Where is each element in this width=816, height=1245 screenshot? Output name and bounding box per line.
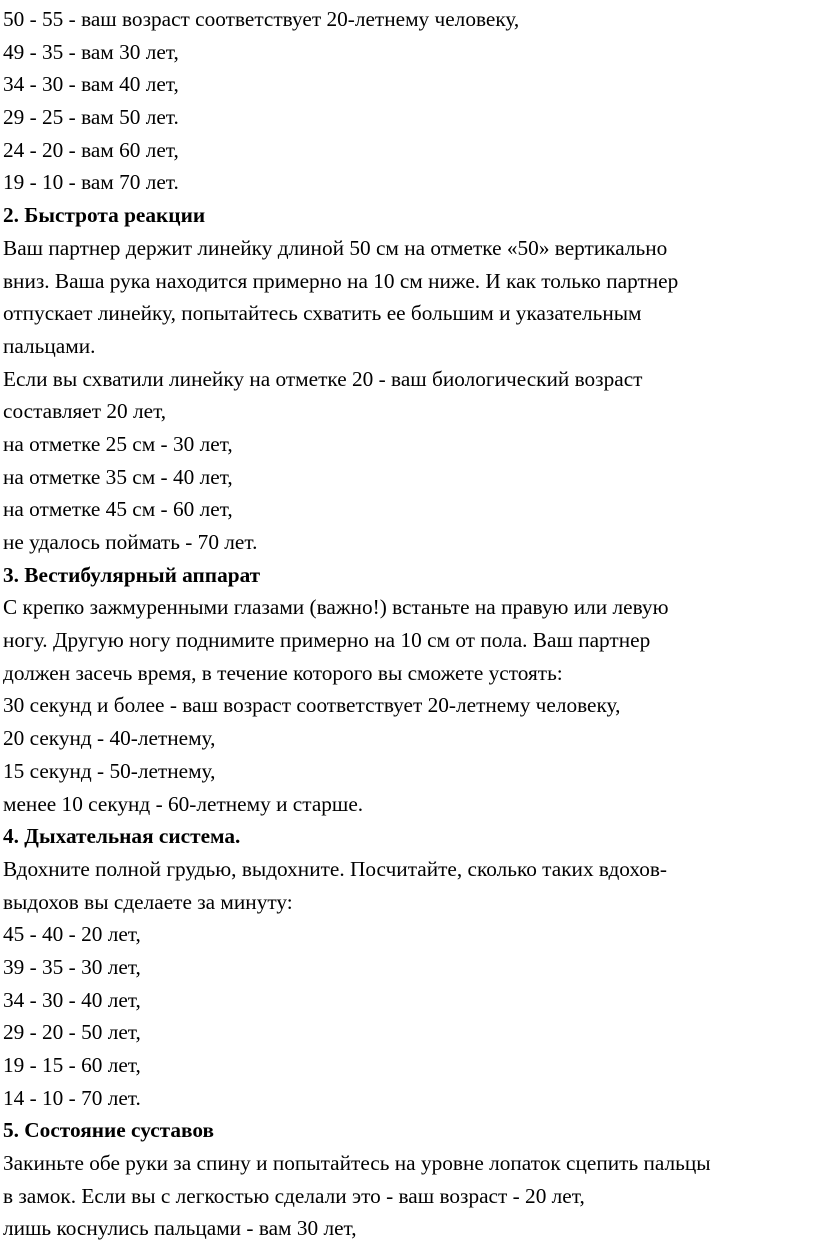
text-line: 34 - 30 - вам 40 лет, (3, 72, 179, 97)
text-line: 14 - 10 - 70 лет. (3, 1085, 141, 1110)
section-heading: 5. Состояние суставов (3, 1118, 215, 1143)
text-line: 24 - 20 - вам 60 лет, (3, 137, 179, 162)
text-line: 39 - 35 - 30 лет, (3, 954, 141, 979)
text-line: в замок. Если вы с легкостью сделали это - ваш возраст - 20 лет, (3, 1183, 585, 1208)
text-line: составляет 20 лет, (3, 399, 167, 424)
text-line: Если вы схватили линейку на отметке 20 - ваш биологический возраст (3, 366, 643, 391)
text-line: пальцами. (3, 333, 96, 358)
text-line: 49 - 35 - вам 30 лет, (3, 39, 179, 64)
text-line: должен засечь время, в течение которого вы сможете устоять: (3, 660, 563, 685)
text-line: выдохов вы сделаете за минуту: (3, 889, 293, 914)
text-line: не удалось поймать - 70 лет. (3, 530, 258, 554)
text-line: С крепко зажмуренными глазами (важно!) встаньте на правую или левую (3, 595, 669, 620)
text-line: 19 - 15 - 60 лет, (3, 1053, 141, 1077)
text-line: 15 секунд - 50-летнему, (3, 758, 216, 783)
text-line: вниз. Ваша рука находится примерно на 10 см ниже. И как только партнер (3, 268, 679, 293)
text-line: 50 - 55 - ваш возраст соответствует 20-летнему человеку, (3, 7, 520, 31)
text-line: 45 - 40 - 20 лет, (3, 922, 141, 947)
text-line: Закиньте обе руки за спину и попытайтесь на уровне лопаток сцепить пальцы (3, 1151, 711, 1176)
text-line: на отметке 25 см - 30 лет, (3, 431, 233, 456)
section-heading: 4. Дыхательная система. (3, 824, 241, 849)
text-line: 20 секунд - 40-летнему, (3, 726, 216, 751)
text-line: на отметке 35 см - 40 лет, (3, 464, 233, 489)
section-heading: 3. Вестибулярный аппарат (3, 562, 261, 587)
section-heading: 2. Быстрота реакции (3, 203, 206, 228)
text-line: 29 - 20 - 50 лет, (3, 1020, 141, 1045)
text-line: менее 10 секунд - 60-летнему и старше. (3, 791, 364, 816)
text-line: Вдохните полной грудью, выдохните. Посчитайте, сколько таких вдохов- (3, 856, 668, 881)
text-line: 19 - 10 - вам 70 лет. (3, 170, 179, 195)
text-line: 30 секунд и более - ваш возраст соответствует 20-летнему человеку, (3, 693, 621, 718)
text-line: 34 - 30 - 40 лет, (3, 987, 141, 1012)
text-line: 29 - 25 - вам 50 лет. (3, 105, 179, 130)
text-line: ногу. Другую ногу поднимите примерно на 10 см от пола. Ваш партнер (3, 628, 651, 653)
text-line: отпускает линейку, попытайтесь схватить ее большим и указательным (3, 301, 642, 326)
text-line: Ваш партнер держит линейку длиной 50 см на отметке «50» вертикально (3, 235, 668, 260)
text-line: лишь коснулись пальцами - вам 30 лет, (3, 1216, 357, 1241)
text-line: на отметке 45 см - 60 лет, (3, 497, 233, 522)
document-body (3, 3, 815, 1245)
